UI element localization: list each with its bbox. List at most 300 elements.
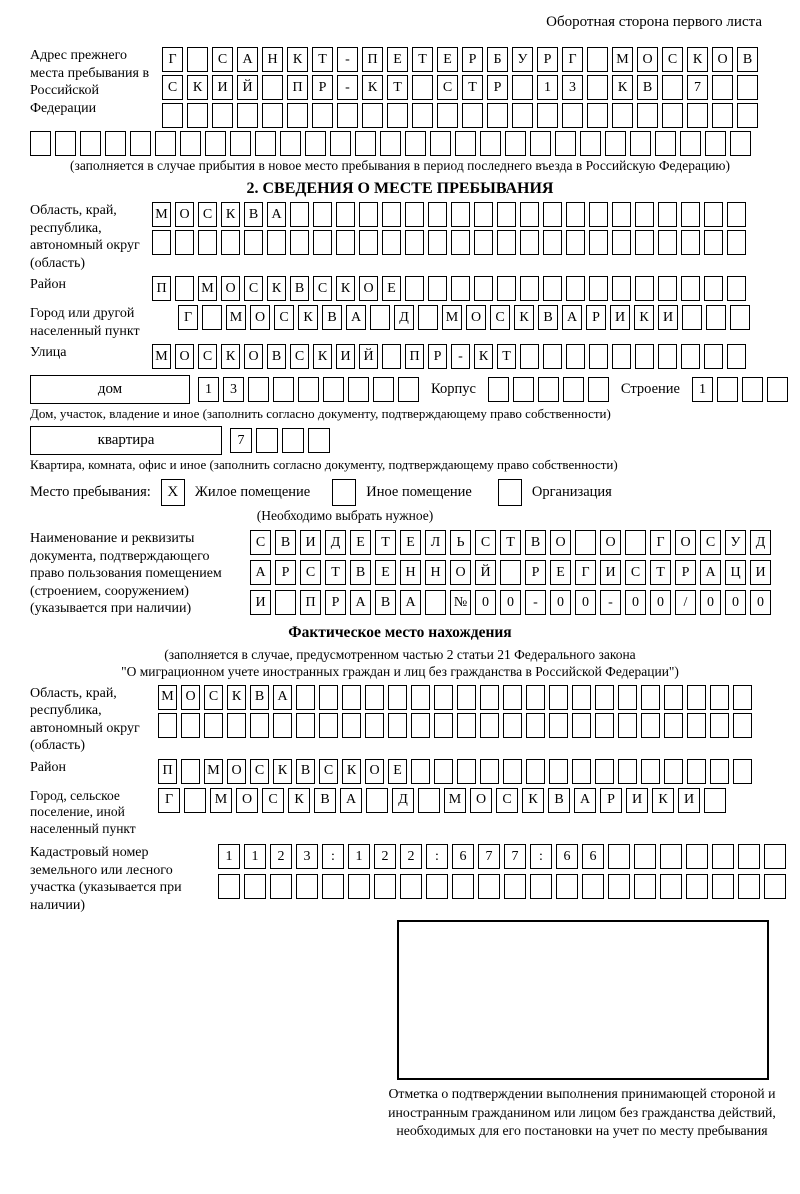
- char-box[interactable]: К: [313, 344, 332, 369]
- char-box[interactable]: С: [250, 530, 271, 555]
- char-box[interactable]: К: [287, 47, 308, 72]
- char-box[interactable]: [704, 344, 723, 369]
- char-box[interactable]: [205, 131, 226, 156]
- char-box[interactable]: [256, 428, 278, 453]
- char-box[interactable]: 6: [452, 844, 474, 869]
- char-box[interactable]: Е: [388, 759, 407, 784]
- char-box[interactable]: [641, 685, 660, 710]
- char-box[interactable]: О: [175, 202, 194, 227]
- char-box[interactable]: [262, 103, 283, 128]
- char-box[interactable]: А: [346, 305, 366, 330]
- char-box[interactable]: Т: [497, 344, 516, 369]
- char-box[interactable]: [730, 131, 751, 156]
- char-box[interactable]: Г: [162, 47, 183, 72]
- char-box[interactable]: [365, 713, 384, 738]
- char-box[interactable]: [305, 131, 326, 156]
- char-box[interactable]: С: [625, 560, 646, 585]
- char-box[interactable]: [618, 759, 637, 784]
- char-box[interactable]: В: [637, 75, 658, 100]
- city-row[interactable]: [178, 305, 750, 330]
- char-box[interactable]: [198, 230, 217, 255]
- char-box[interactable]: [618, 713, 637, 738]
- char-box[interactable]: [658, 202, 677, 227]
- char-box[interactable]: [355, 131, 376, 156]
- stay-option-zhiloe-checkbox[interactable]: [161, 479, 185, 506]
- char-box[interactable]: [538, 377, 559, 402]
- char-box[interactable]: К: [612, 75, 633, 100]
- prev-address-row-4[interactable]: [30, 131, 800, 156]
- char-box[interactable]: [382, 344, 401, 369]
- char-box[interactable]: В: [375, 590, 396, 615]
- document-row-3[interactable]: [250, 590, 771, 615]
- actual-city-row[interactable]: [158, 788, 726, 813]
- char-box[interactable]: У: [512, 47, 533, 72]
- document-row-1[interactable]: [250, 530, 771, 555]
- char-box[interactable]: Б: [487, 47, 508, 72]
- char-box[interactable]: [595, 713, 614, 738]
- char-box[interactable]: 0: [700, 590, 721, 615]
- char-box[interactable]: [681, 230, 700, 255]
- char-box[interactable]: [480, 713, 499, 738]
- char-box[interactable]: Г: [158, 788, 180, 813]
- char-box[interactable]: [405, 202, 424, 227]
- char-box[interactable]: О: [712, 47, 733, 72]
- char-box[interactable]: К: [298, 305, 318, 330]
- char-box[interactable]: В: [296, 759, 315, 784]
- char-box[interactable]: -: [337, 75, 358, 100]
- char-box[interactable]: [359, 230, 378, 255]
- char-box[interactable]: [428, 230, 447, 255]
- char-box[interactable]: [362, 103, 383, 128]
- char-box[interactable]: [589, 230, 608, 255]
- char-box[interactable]: [727, 230, 746, 255]
- char-box[interactable]: Е: [382, 276, 401, 301]
- char-box[interactable]: [255, 131, 276, 156]
- char-box[interactable]: 0: [625, 590, 646, 615]
- char-box[interactable]: [662, 103, 683, 128]
- char-box[interactable]: К: [273, 759, 292, 784]
- prev-address-row-1[interactable]: [162, 47, 758, 72]
- char-box[interactable]: К: [342, 759, 361, 784]
- char-box[interactable]: [175, 276, 194, 301]
- char-box[interactable]: М: [198, 276, 217, 301]
- char-box[interactable]: -: [600, 590, 621, 615]
- stay-option-org-checkbox[interactable]: [498, 479, 522, 506]
- char-box[interactable]: [366, 788, 388, 813]
- char-box[interactable]: И: [300, 530, 321, 555]
- char-box[interactable]: [457, 759, 476, 784]
- char-box[interactable]: 3: [562, 75, 583, 100]
- char-box[interactable]: [412, 75, 433, 100]
- char-box[interactable]: Й: [237, 75, 258, 100]
- actual-region-row-2[interactable]: [158, 713, 752, 738]
- char-box[interactable]: 0: [725, 590, 746, 615]
- char-box[interactable]: [187, 103, 208, 128]
- char-box[interactable]: [202, 305, 222, 330]
- char-box[interactable]: 1: [692, 377, 713, 402]
- char-box[interactable]: [520, 344, 539, 369]
- char-box[interactable]: [275, 590, 296, 615]
- char-box[interactable]: [290, 202, 309, 227]
- char-box[interactable]: О: [466, 305, 486, 330]
- char-box[interactable]: П: [362, 47, 383, 72]
- char-box[interactable]: У: [725, 530, 746, 555]
- char-box[interactable]: [313, 230, 332, 255]
- char-box[interactable]: [504, 874, 526, 899]
- char-box[interactable]: [298, 377, 319, 402]
- char-box[interactable]: [660, 874, 682, 899]
- char-box[interactable]: [555, 131, 576, 156]
- char-box[interactable]: С: [244, 276, 263, 301]
- char-box[interactable]: С: [437, 75, 458, 100]
- char-box[interactable]: Р: [428, 344, 447, 369]
- char-box[interactable]: [712, 75, 733, 100]
- char-box[interactable]: А: [562, 305, 582, 330]
- char-box[interactable]: [658, 276, 677, 301]
- char-box[interactable]: Д: [750, 530, 771, 555]
- char-box[interactable]: П: [158, 759, 177, 784]
- char-box[interactable]: [660, 844, 682, 869]
- char-box[interactable]: [267, 230, 286, 255]
- char-box[interactable]: [244, 874, 266, 899]
- char-box[interactable]: М: [612, 47, 633, 72]
- char-box[interactable]: [262, 75, 283, 100]
- char-box[interactable]: [382, 230, 401, 255]
- char-box[interactable]: [589, 344, 608, 369]
- prev-address-row-2[interactable]: [162, 75, 758, 100]
- char-box[interactable]: Т: [312, 47, 333, 72]
- char-box[interactable]: [595, 685, 614, 710]
- char-box[interactable]: Р: [586, 305, 606, 330]
- char-box[interactable]: О: [365, 759, 384, 784]
- char-box[interactable]: [30, 131, 51, 156]
- char-box[interactable]: [608, 874, 630, 899]
- char-box[interactable]: [405, 230, 424, 255]
- char-box[interactable]: [612, 276, 631, 301]
- char-box[interactable]: 0: [500, 590, 521, 615]
- char-box[interactable]: [618, 685, 637, 710]
- char-box[interactable]: [520, 230, 539, 255]
- char-box[interactable]: [738, 874, 760, 899]
- char-box[interactable]: [681, 202, 700, 227]
- char-box[interactable]: [373, 377, 394, 402]
- char-box[interactable]: [705, 131, 726, 156]
- document-row-2[interactable]: [250, 560, 771, 585]
- char-box[interactable]: 2: [270, 844, 292, 869]
- char-box[interactable]: А: [267, 202, 286, 227]
- house-type-box[interactable]: дом: [30, 375, 190, 404]
- char-box[interactable]: [487, 103, 508, 128]
- char-box[interactable]: А: [237, 47, 258, 72]
- char-box[interactable]: :: [322, 844, 344, 869]
- char-box[interactable]: С: [274, 305, 294, 330]
- char-box[interactable]: [332, 479, 356, 506]
- char-box[interactable]: К: [652, 788, 674, 813]
- char-box[interactable]: 1: [537, 75, 558, 100]
- char-box[interactable]: [227, 713, 246, 738]
- char-box[interactable]: 1: [244, 844, 266, 869]
- char-box[interactable]: [365, 685, 384, 710]
- char-box[interactable]: [608, 844, 630, 869]
- char-box[interactable]: [634, 874, 656, 899]
- char-box[interactable]: И: [750, 560, 771, 585]
- char-box[interactable]: [704, 230, 723, 255]
- char-box[interactable]: [526, 713, 545, 738]
- char-box[interactable]: Е: [437, 47, 458, 72]
- char-box[interactable]: 0: [550, 590, 571, 615]
- char-box[interactable]: 6: [556, 844, 578, 869]
- char-box[interactable]: О: [600, 530, 621, 555]
- char-box[interactable]: [630, 131, 651, 156]
- char-box[interactable]: [582, 874, 604, 899]
- char-box[interactable]: М: [210, 788, 232, 813]
- char-box[interactable]: [296, 685, 315, 710]
- char-box[interactable]: [727, 276, 746, 301]
- char-box[interactable]: [641, 759, 660, 784]
- char-box[interactable]: О: [470, 788, 492, 813]
- char-box[interactable]: [543, 202, 562, 227]
- char-box[interactable]: [322, 874, 344, 899]
- stroenie-row[interactable]: [692, 377, 788, 402]
- char-box[interactable]: Г: [178, 305, 198, 330]
- char-box[interactable]: [589, 202, 608, 227]
- char-box[interactable]: [187, 47, 208, 72]
- char-box[interactable]: [380, 131, 401, 156]
- char-box[interactable]: В: [290, 276, 309, 301]
- char-box[interactable]: [664, 759, 683, 784]
- char-box[interactable]: [605, 131, 626, 156]
- char-box[interactable]: О: [550, 530, 571, 555]
- char-box[interactable]: [155, 131, 176, 156]
- char-box[interactable]: [130, 131, 151, 156]
- char-box[interactable]: -: [525, 590, 546, 615]
- char-box[interactable]: 3: [296, 844, 318, 869]
- char-box[interactable]: [625, 530, 646, 555]
- char-box[interactable]: М: [444, 788, 466, 813]
- char-box[interactable]: [287, 103, 308, 128]
- char-box[interactable]: [543, 230, 562, 255]
- char-box[interactable]: М: [158, 685, 177, 710]
- char-box[interactable]: [588, 377, 609, 402]
- char-box[interactable]: [537, 103, 558, 128]
- char-box[interactable]: [727, 202, 746, 227]
- char-box[interactable]: С: [313, 276, 332, 301]
- char-box[interactable]: С: [496, 788, 518, 813]
- char-box[interactable]: С: [162, 75, 183, 100]
- char-box[interactable]: Н: [425, 560, 446, 585]
- char-box[interactable]: [497, 202, 516, 227]
- char-box[interactable]: [308, 428, 330, 453]
- char-box[interactable]: [549, 685, 568, 710]
- char-box[interactable]: А: [350, 590, 371, 615]
- char-box[interactable]: [282, 428, 304, 453]
- char-box[interactable]: [687, 759, 706, 784]
- char-box[interactable]: Г: [562, 47, 583, 72]
- char-box[interactable]: Й: [359, 344, 378, 369]
- char-box[interactable]: Н: [400, 560, 421, 585]
- char-box[interactable]: С: [204, 685, 223, 710]
- region-row-1[interactable]: [152, 202, 746, 227]
- char-box[interactable]: [462, 103, 483, 128]
- char-box[interactable]: [418, 788, 440, 813]
- char-box[interactable]: [55, 131, 76, 156]
- char-box[interactable]: [158, 713, 177, 738]
- char-box[interactable]: А: [700, 560, 721, 585]
- char-box[interactable]: [480, 759, 499, 784]
- char-box[interactable]: [635, 202, 654, 227]
- char-box[interactable]: [566, 276, 585, 301]
- char-box[interactable]: П: [287, 75, 308, 100]
- char-box[interactable]: В: [548, 788, 570, 813]
- char-box[interactable]: О: [221, 276, 240, 301]
- char-box[interactable]: К: [634, 305, 654, 330]
- char-box[interactable]: :: [530, 844, 552, 869]
- char-box[interactable]: [497, 230, 516, 255]
- char-box[interactable]: [434, 685, 453, 710]
- char-box[interactable]: В: [267, 344, 286, 369]
- char-box[interactable]: [412, 103, 433, 128]
- char-box[interactable]: П: [300, 590, 321, 615]
- char-box[interactable]: [664, 713, 683, 738]
- char-box[interactable]: [248, 377, 269, 402]
- char-box[interactable]: [411, 713, 430, 738]
- char-box[interactable]: О: [181, 685, 200, 710]
- prev-address-row-3[interactable]: [162, 103, 758, 128]
- char-box[interactable]: [398, 377, 419, 402]
- char-box[interactable]: [664, 685, 683, 710]
- char-box[interactable]: О: [227, 759, 246, 784]
- char-box[interactable]: [637, 103, 658, 128]
- char-box[interactable]: [662, 75, 683, 100]
- char-box[interactable]: [488, 377, 509, 402]
- char-box[interactable]: К: [227, 685, 246, 710]
- char-box[interactable]: [706, 305, 726, 330]
- char-box[interactable]: [105, 131, 126, 156]
- char-box[interactable]: Т: [462, 75, 483, 100]
- char-box[interactable]: [712, 874, 734, 899]
- char-box[interactable]: -: [337, 47, 358, 72]
- char-box[interactable]: 0: [575, 590, 596, 615]
- char-box[interactable]: С: [198, 202, 217, 227]
- char-box[interactable]: [572, 685, 591, 710]
- char-box[interactable]: [566, 344, 585, 369]
- char-box[interactable]: [658, 344, 677, 369]
- char-box[interactable]: Т: [500, 530, 521, 555]
- char-box[interactable]: [290, 230, 309, 255]
- char-box[interactable]: С: [198, 344, 217, 369]
- char-box[interactable]: [474, 276, 493, 301]
- char-box[interactable]: [503, 759, 522, 784]
- char-box[interactable]: [455, 131, 476, 156]
- char-box[interactable]: Р: [675, 560, 696, 585]
- char-box[interactable]: [336, 202, 355, 227]
- char-box[interactable]: Д: [392, 788, 414, 813]
- char-box[interactable]: [635, 276, 654, 301]
- char-box[interactable]: [497, 276, 516, 301]
- char-box[interactable]: Е: [350, 530, 371, 555]
- char-box[interactable]: С: [490, 305, 510, 330]
- char-box[interactable]: [710, 759, 729, 784]
- char-box[interactable]: А: [250, 560, 271, 585]
- char-box[interactable]: [428, 202, 447, 227]
- char-box[interactable]: [634, 844, 656, 869]
- char-box[interactable]: С: [212, 47, 233, 72]
- char-box[interactable]: [680, 131, 701, 156]
- char-box[interactable]: 7: [478, 844, 500, 869]
- char-box[interactable]: [520, 202, 539, 227]
- char-box[interactable]: В: [275, 530, 296, 555]
- char-box[interactable]: [704, 788, 726, 813]
- char-box[interactable]: [218, 874, 240, 899]
- char-box[interactable]: [543, 344, 562, 369]
- char-box[interactable]: [319, 685, 338, 710]
- char-box[interactable]: Е: [375, 560, 396, 585]
- char-box[interactable]: [733, 685, 752, 710]
- char-box[interactable]: [512, 103, 533, 128]
- char-box[interactable]: 0: [650, 590, 671, 615]
- char-box[interactable]: [480, 685, 499, 710]
- char-box[interactable]: [273, 377, 294, 402]
- char-box[interactable]: [428, 276, 447, 301]
- stay-option-inoe-checkbox[interactable]: [332, 479, 356, 506]
- char-box[interactable]: О: [450, 560, 471, 585]
- char-box[interactable]: [681, 344, 700, 369]
- char-box[interactable]: [337, 103, 358, 128]
- char-box[interactable]: [530, 874, 552, 899]
- char-box[interactable]: С: [300, 560, 321, 585]
- char-box[interactable]: [498, 479, 522, 506]
- char-box[interactable]: О: [250, 305, 270, 330]
- char-box[interactable]: А: [400, 590, 421, 615]
- char-box[interactable]: [500, 560, 521, 585]
- char-box[interactable]: Л: [425, 530, 446, 555]
- char-box[interactable]: С: [475, 530, 496, 555]
- char-box[interactable]: С: [262, 788, 284, 813]
- char-box[interactable]: [313, 202, 332, 227]
- actual-district-row[interactable]: [158, 759, 752, 784]
- char-box[interactable]: [474, 230, 493, 255]
- char-box[interactable]: [595, 759, 614, 784]
- char-box[interactable]: [737, 75, 758, 100]
- char-box[interactable]: Е: [400, 530, 421, 555]
- char-box[interactable]: И: [626, 788, 648, 813]
- char-box[interactable]: 1: [218, 844, 240, 869]
- char-box[interactable]: [686, 844, 708, 869]
- char-box[interactable]: Т: [650, 560, 671, 585]
- char-box[interactable]: [563, 377, 584, 402]
- char-box[interactable]: К: [221, 202, 240, 227]
- char-box[interactable]: [543, 276, 562, 301]
- char-box[interactable]: [474, 202, 493, 227]
- char-box[interactable]: [612, 344, 631, 369]
- char-box[interactable]: И: [658, 305, 678, 330]
- char-box[interactable]: Т: [375, 530, 396, 555]
- char-box[interactable]: [280, 131, 301, 156]
- char-box[interactable]: [712, 844, 734, 869]
- char-box[interactable]: 0: [750, 590, 771, 615]
- char-box[interactable]: А: [574, 788, 596, 813]
- char-box[interactable]: Ц: [725, 560, 746, 585]
- char-box[interactable]: [162, 103, 183, 128]
- char-box[interactable]: [681, 276, 700, 301]
- char-box[interactable]: К: [522, 788, 544, 813]
- char-box[interactable]: [717, 377, 738, 402]
- char-box[interactable]: [181, 759, 200, 784]
- char-box[interactable]: [738, 844, 760, 869]
- char-box[interactable]: [580, 131, 601, 156]
- char-box[interactable]: [503, 713, 522, 738]
- char-box[interactable]: [710, 713, 729, 738]
